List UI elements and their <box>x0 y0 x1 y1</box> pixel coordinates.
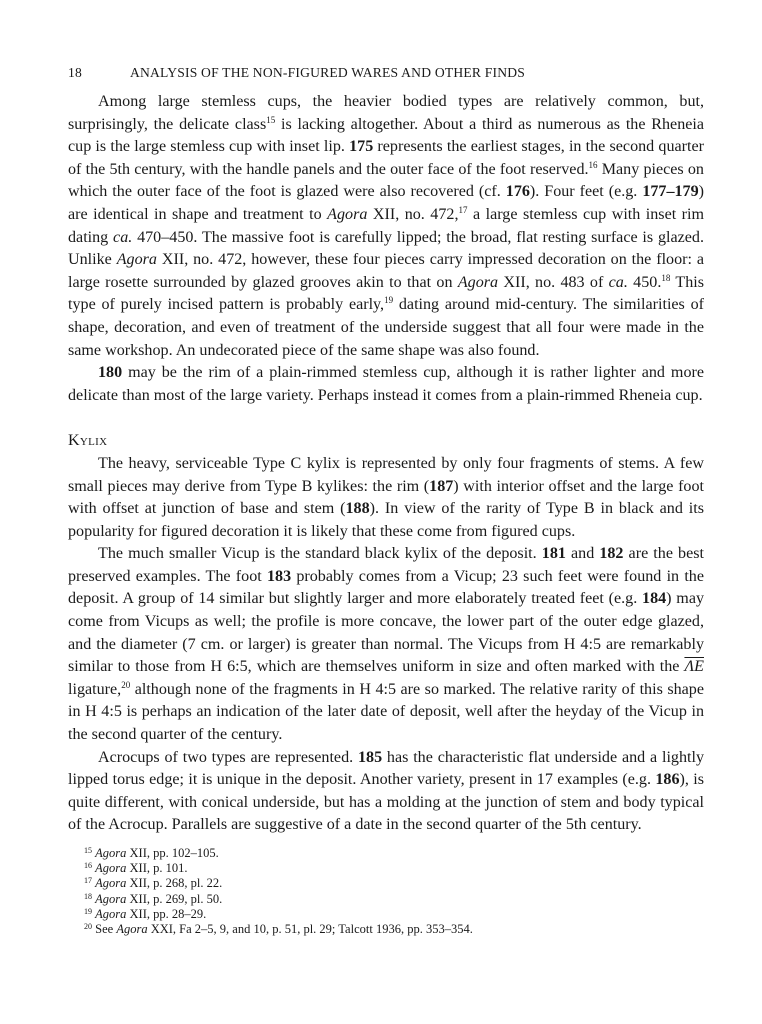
footnote: $^{17}$ Agora XII, p. 268, pl. 22. <box>84 876 223 891</box>
ligature-glyph: $\overline{\Lambda E}$ <box>684 658 704 676</box>
running-header <box>68 62 704 84</box>
paragraph-stemless-cups: Among large stemless cups, the heavier bodied types are relatively common, but, surprisingly, the delicate class$^{15}$ is lacking altogether. About a third as numerous as the Rheneia cup is the large stemless cup with inset lip. 175 represents the earliest stages, in the second quarter of the 5th century, with the handle panels and the outer face of the foot reserved.$^{16}$ Many pieces on which the outer face of the foot is glazed were also recovered (cf. 176). Four feet (e.g. 177–179) are identical in shape and treatment to Agora XII, no. 472,17 a large stemless cup with inset rim dating ca. 470–450. The massive foot is carefully lipped; the broad, flat resting surface is glazed. Unlike Agora XII, no. 472, however, these four pieces carry impressed decoration on the floor: a large rosette surrounded by glazed grooves akin to that on Agora XII, no. 483 of ca. 450.18 This type of purely incised pattern is probably early,$^{19}$ dating around mid-century. The similarities of shape, decoration, and even of treatment of the underside suggest that all four were made in the same workshop. An undecorated piece of the same shape was also found. <box>68 93 705 359</box>
page <box>68 62 704 937</box>
paragraph-vicup: The much smaller Vicup is the standard black kylix of the deposit. 181 and 182 are the best preserved examples. The foot 183 probably comes from a Vicup; 23 such feet were found in the deposit. A group of 14 similar but slightly larger and more elaborately treated feet (e.g. 184) may come from Vicups as well; the profile is more concave, the lower part of the outer edge glazed, and the diameter (7 cm. or larger) is greater than normal. The Vicups from H 4:5 are remarkably similar to those from H 6:5, which are themselves uniform in size and often marked with the $\overline{\Lambda E}$ ligature,$^{20}$ although none of the fragments in H 4:5 are so marked. The relative rarity of this shape in H 4:5 is perhaps an indication of the later date of deposit, well after the heyday of the Vicup in the second quarter of the century. <box>68 545 705 744</box>
footnote: $^{16}$ Agora XII, p. 101. <box>84 861 188 876</box>
page-number: 18 <box>68 65 82 80</box>
footnote: $^{20}$ See Agora XXI, Fa 2–5, 9, and 10, p. 51, pl. 29; Talcott 1936, pp. 353–354. <box>84 922 473 937</box>
section-heading-kylix: Kylix <box>68 432 108 450</box>
footnote: $^{18}$ Agora XII, p. 269, pl. 50. <box>84 891 223 906</box>
paragraph-acrocups: Acrocups of two types are represented. 185 has the characteristic flat underside and a lightly lipped torus edge; it is unique in the deposit. Another variety, present in 17 examples (e.g. 186), is quite different, with conical underside, but has a molding at the junction of stem and body typical of the Acrocup. Parallels are suggestive of a date in the second quarter of the 5th century. <box>68 748 705 834</box>
paragraph-plain-rimmed: 180 may be the rim of a plain-rimmed stemless cup, although it is rather lighter and more delicate than most of the large variety. Perhaps instead it comes from a plain-rimmed Rheneia cup. <box>68 364 704 404</box>
footnote: $^{15}$ Agora XII, pp. 102–105. <box>84 846 219 860</box>
running-title: ANALYSIS OF THE NON-FIGURED WARES AND OTHER FINDS <box>130 65 526 80</box>
footnotes <box>68 846 704 937</box>
paragraph-type-c: The heavy, serviceable Type C kylix is represented by only four fragments of stems. A few small pieces may derive from Type B kylikes: the rim (187) with interior offset and the large foot with offset at junction of base and stem (188). In view of the rarity of Type B in black and its popularity for figured decoration it is likely that these come from figured cups. <box>68 454 704 540</box>
footnote: $^{19}$ Agora XII, pp. 28–29. <box>84 906 207 921</box>
